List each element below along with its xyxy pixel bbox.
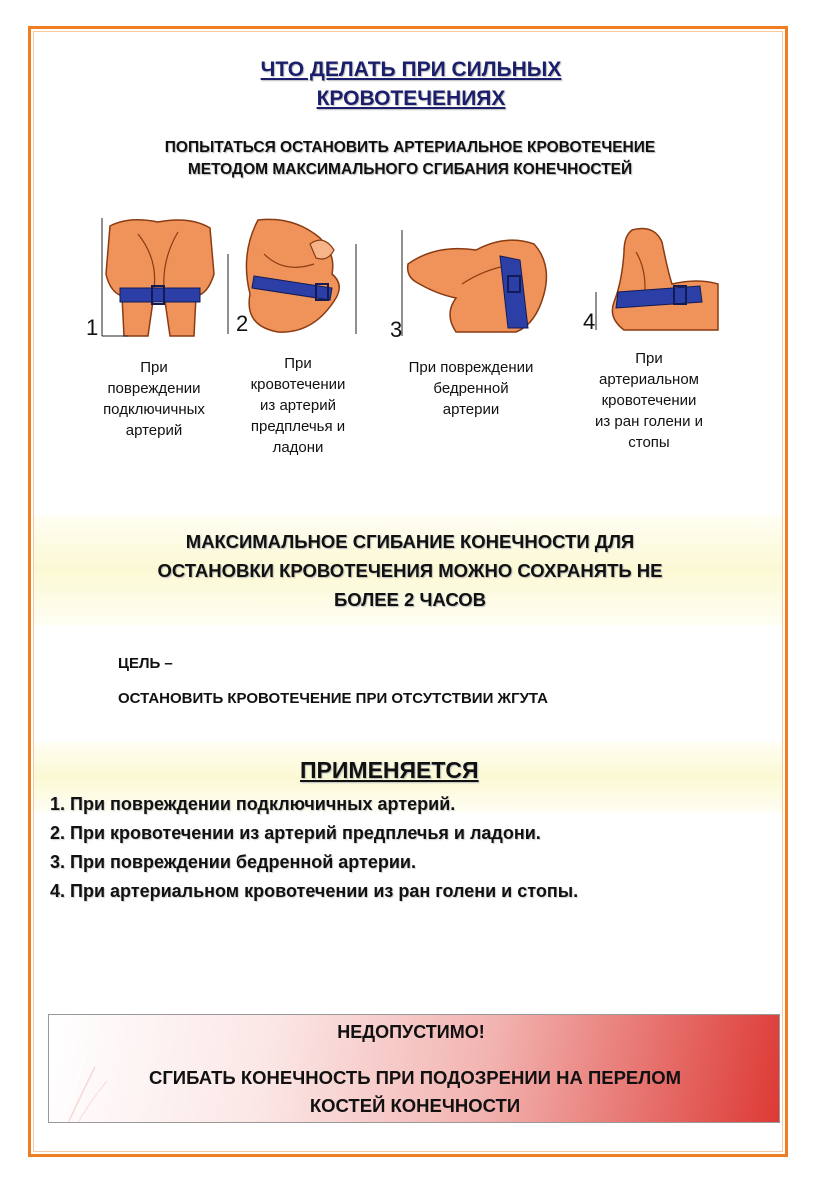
figure-2-caption	[228, 353, 368, 458]
danger-title: НЕДОПУСТИМО!	[337, 1022, 485, 1042]
caption-line: стопы	[628, 434, 670, 451]
figure-4-caption	[574, 348, 724, 453]
subtitle	[60, 137, 760, 181]
caption-line: артериальном	[599, 371, 699, 388]
caption-line: подключичных	[103, 401, 205, 418]
danger-text	[60, 1064, 770, 1120]
goal-text: ОСТАНОВИТЬ КРОВОТЕЧЕНИЕ ПРИ ОТСУТСТВИИ ЖГУТА	[118, 690, 548, 707]
figure-1-number: 1	[86, 315, 99, 340]
knee-strap-illustration	[588, 222, 722, 334]
goal-label: ЦЕЛЬ –	[118, 655, 173, 672]
warning-line-1: МАКСИМАЛЬНОЕ СГИБАНИЕ КОНЕЧНОСТИ ДЛЯ	[185, 531, 635, 552]
caption-line: При	[140, 359, 168, 376]
hip-strap-illustration	[396, 224, 556, 340]
figure-1	[98, 214, 220, 340]
danger-line-1: СГИБАТЬ КОНЕЧНОСТЬ ПРИ ПОДОЗРЕНИИ НА ПЕРЕЛОМ	[148, 1067, 682, 1088]
figure-4-number: 4	[583, 309, 596, 334]
danger-line-2: КОСТЕЙ КОНЕЧНОСТИ	[309, 1095, 521, 1116]
title-line-1: ЧТО ДЕЛАТЬ ПРИ СИЛЬНЫХ	[260, 58, 562, 81]
page-title	[0, 55, 822, 113]
applies-item: 4. При артериальном кровотечении из ран голени и стопы.	[50, 881, 579, 901]
applies-list	[50, 790, 780, 906]
warning-text	[70, 527, 750, 614]
caption-line: из артерий	[260, 397, 336, 414]
caption-line: бедренной	[433, 380, 509, 397]
subtitle-line-1: ПОПЫТАТЬСЯ ОСТАНОВИТЬ АРТЕРИАЛЬНОЕ КРОВОТЕЧЕНИЕ	[164, 139, 656, 156]
figure-1-caption	[84, 357, 224, 441]
caption-line: кровотечении	[601, 392, 697, 409]
figure-3	[396, 224, 556, 340]
figure-3-number: 3	[390, 317, 403, 342]
caption-line: ладони	[272, 439, 324, 456]
figure-4	[588, 222, 722, 334]
applies-item: 1. При повреждении подключичных артерий.	[50, 794, 456, 814]
applies-item: 3. При повреждении бедренной артерии.	[50, 852, 417, 872]
shoulders-strap-illustration	[98, 214, 220, 340]
figure-2-number: 2	[236, 311, 249, 336]
warning-line-2: ОСТАНОВКИ КРОВОТЕЧЕНИЯ МОЖНО СОХРАНЯТЬ НЕ	[157, 560, 663, 581]
applies-item: 2. При кровотечении из артерий предплечья и ладони.	[50, 823, 541, 843]
caption-line: При повреждении	[408, 359, 534, 376]
caption-line: артерий	[125, 422, 183, 439]
caption-line: кровотечении	[250, 376, 346, 393]
caption-line: из ран голени и	[594, 413, 704, 430]
title-line-2: КРОВОТЕЧЕНИЯХ	[316, 87, 506, 110]
caption-line: артерии	[442, 401, 500, 418]
caption-line: При	[635, 350, 663, 367]
applies-title: ПРИМЕНЯЕТСЯ	[300, 757, 479, 783]
caption-line: повреждении	[107, 380, 201, 397]
warning-line-3: БОЛЕЕ 2 ЧАСОВ	[333, 589, 486, 610]
caption-line: предплечья и	[250, 418, 346, 435]
caption-line: При	[284, 355, 312, 372]
figure-3-caption	[386, 357, 556, 420]
subtitle-line-2: МЕТОДОМ МАКСИМАЛЬНОГО СГИБАНИЯ КОНЕЧНОСТЕЙ	[187, 161, 633, 178]
